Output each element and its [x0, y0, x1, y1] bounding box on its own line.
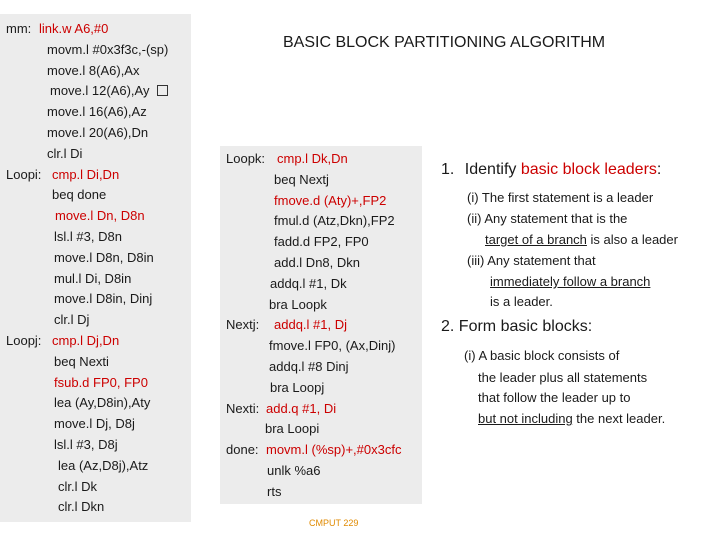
rule-1: (i) The first statement is a leader [467, 190, 654, 205]
code-instruction: add.l Dn8, Dkn [274, 255, 360, 270]
page-title: BASIC BLOCK PARTITIONING ALGORITHM [283, 34, 606, 51]
code-instruction: cmp.l Dk,Dn [277, 151, 348, 166]
step2-line2: the leader plus all statements [478, 370, 648, 385]
code-instruction: mul.l Di, D8in [54, 270, 132, 286]
code-instruction: add.q #1, Di [266, 400, 337, 416]
code-instruction: beq done [52, 187, 107, 203]
code-label: mm: [6, 21, 32, 36]
code-instruction: movm.l #0x3f3c,-(sp) [47, 41, 169, 57]
step2-line3: that follow the leader up to [478, 390, 631, 405]
code-instruction: cmp.l Dj,Dn [52, 333, 120, 348]
code-instruction: beq Nexti [54, 353, 109, 369]
code-instruction: move.l Dn, D8n [55, 208, 145, 224]
code-instruction: lsl.l #3, D8j [54, 437, 118, 452]
step1-number: 1. [441, 161, 455, 178]
code-instruction: fmove.l FP0, (Ax,Dinj) [269, 338, 396, 354]
code-instruction: clr.l Dk [58, 478, 97, 494]
step2-heading: 2. Form basic blocks: [441, 318, 593, 335]
code-instruction: move.l 8(A6),Ax [47, 62, 140, 78]
code-instruction: rts [267, 483, 282, 499]
code-instruction: lsl.l #3, D8n [54, 229, 122, 244]
code-instruction: unlk %a6 [267, 463, 321, 478]
code-label: Loopk: [226, 151, 266, 166]
code-instruction: fadd.d FP2, FP0 [274, 234, 369, 250]
code-instruction: clr.l Dj [54, 312, 90, 328]
rule-3-line1: (iii) Any statement that [467, 253, 596, 268]
code-label: Loopi: [6, 166, 42, 182]
code-label: Loopj: [6, 333, 42, 348]
code-instruction: bra Loopj [270, 379, 325, 395]
step2-line4 [478, 411, 665, 426]
code-label: Nextj: [226, 317, 260, 333]
code-instruction: clr.l Di [47, 145, 83, 161]
code-instruction: addq.l #8 Dinj [269, 359, 349, 374]
code-instruction: clr.l Dkn [58, 499, 105, 515]
code-instruction: fsub.d FP0, FP0 [54, 374, 148, 390]
code-instruction: lea (Ay,D8in),Aty [54, 395, 151, 411]
code-instruction: addq.l #1, Dk [270, 275, 347, 291]
step2-rest: the next leader. [572, 411, 666, 426]
code-instruction: link.w A6,#0 [39, 21, 109, 36]
rule-2-line1: (ii) Any statement that is the [467, 211, 628, 226]
rule-2-rest: is also a leader [586, 232, 678, 247]
code-instruction: move.l 20(A6),Dn [47, 125, 149, 140]
code-label: Nexti: [226, 400, 260, 416]
rule-2-line2 [485, 232, 678, 247]
placeholder-box-icon [157, 85, 168, 96]
code-instruction: move.l 16(A6),Az [47, 104, 147, 120]
step1-highlight: basic block leaders [520, 161, 657, 178]
code-instruction: cmp.l Di,Dn [52, 166, 120, 182]
code-instruction: bra Loopk [269, 296, 327, 312]
step1-text-after: : [656, 161, 662, 178]
code-label: done: [226, 442, 259, 458]
code-instruction: movm.l (%sp)+,#0x3cfc [266, 442, 402, 458]
code-instruction: fmove.d (Aty)+,FP2 [274, 192, 387, 208]
step1-text-before: Identify [464, 161, 521, 178]
code-instruction: beq Nextj [274, 171, 329, 187]
code-instruction: move.l D8n, D8in [54, 249, 154, 265]
step2-line1: (i) A basic block consists of [464, 348, 620, 363]
code-instruction: move.l 12(A6),Ay [50, 83, 168, 98]
rule-3-line2: immediately follow a branch [490, 274, 651, 289]
code-instruction: bra Loopi [265, 421, 320, 437]
code-instruction: lea (Az,D8j),Atz [58, 457, 149, 473]
code-instruction: move.l D8in, Dinj [54, 291, 153, 307]
footer-course-label: CMPUT 229 [309, 518, 359, 528]
code-instruction: addq.l #1, Dj [274, 317, 347, 333]
step1-heading [441, 161, 661, 179]
code-instruction: fmul.d (Atz,Dkn),FP2 [274, 213, 395, 229]
step2-underlined: but not including [478, 411, 573, 426]
rule-2-underlined: target of a branch [485, 232, 587, 247]
rule-3-line3: is a leader. [490, 294, 553, 309]
code-instruction: move.l Dj, D8j [54, 416, 135, 432]
